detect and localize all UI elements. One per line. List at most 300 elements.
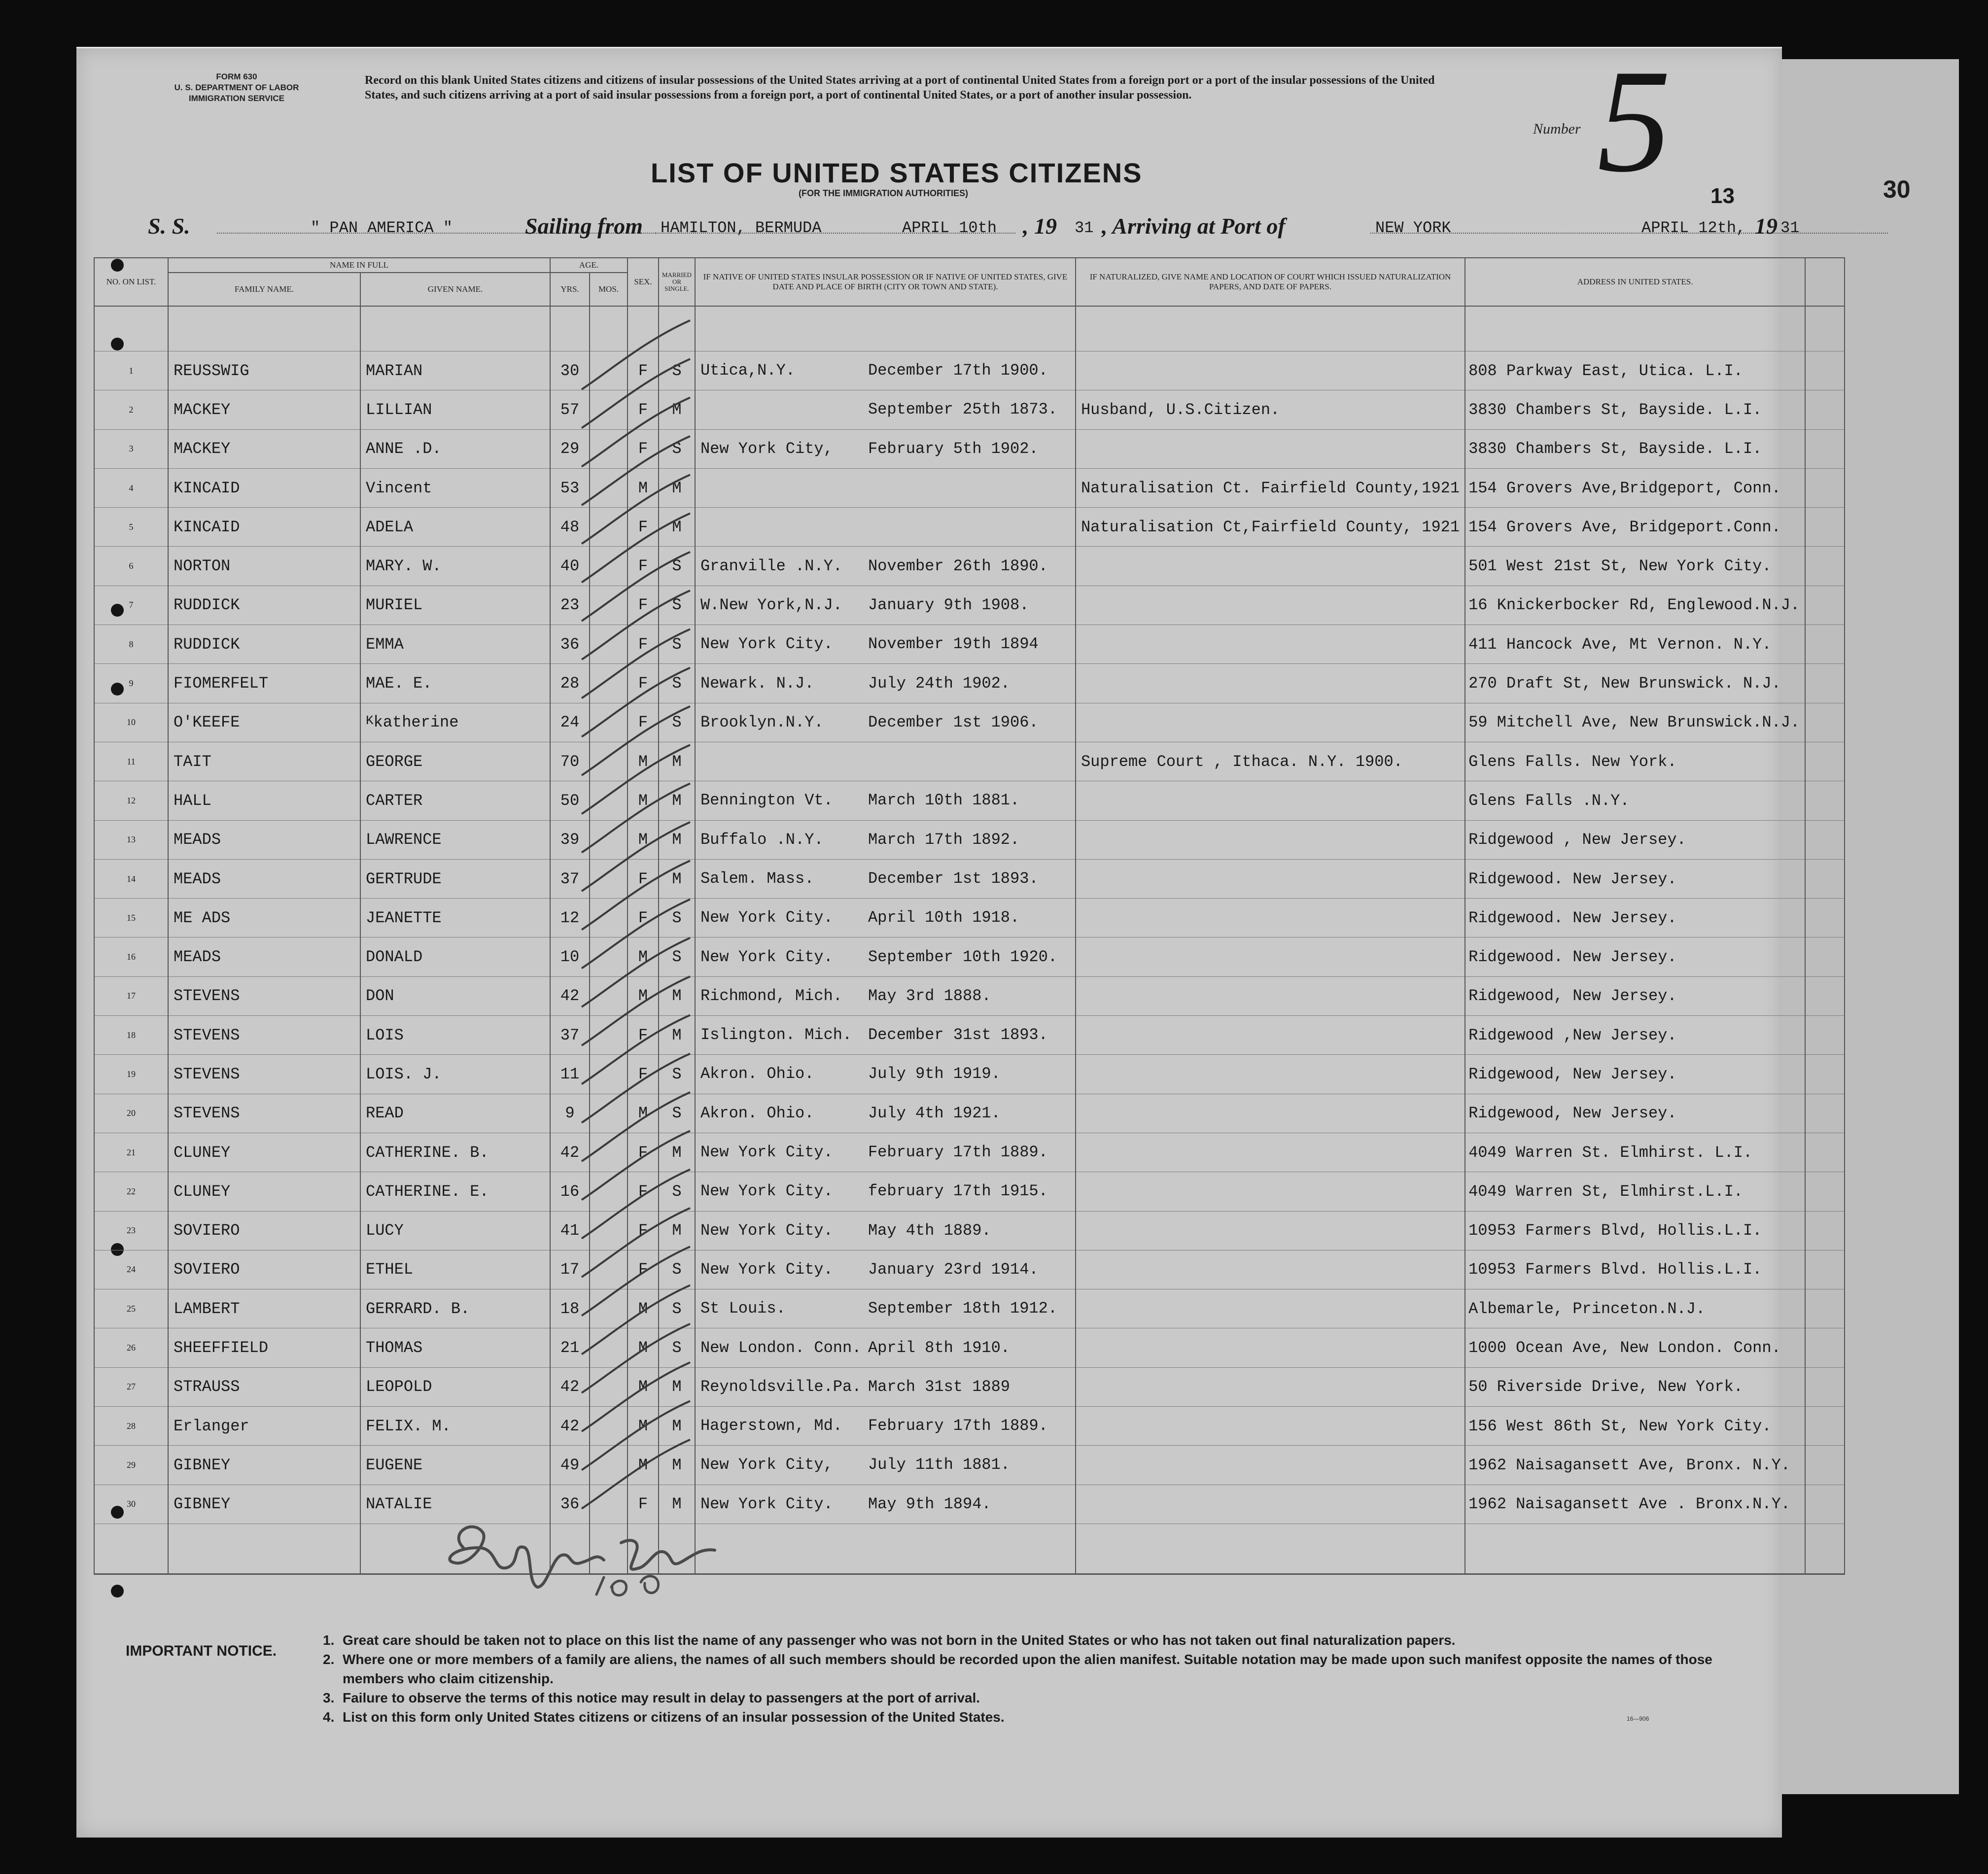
tally-mark [582, 1092, 690, 1161]
age-years: 23 [550, 586, 590, 625]
sex: M [628, 781, 659, 820]
blank-cell [1805, 1172, 1845, 1211]
table-row [94, 899, 1845, 937]
family-name: STEVENS [168, 1016, 360, 1055]
birth-place: Akron. Ohio. [700, 1104, 814, 1122]
given-name [360, 429, 550, 468]
marital-status: M [659, 781, 695, 820]
birth-place: Granville .N.Y. [700, 556, 842, 575]
birth-info-wrap [700, 1026, 1070, 1044]
table-row [94, 508, 1845, 547]
age-years: 57 [550, 390, 590, 429]
page-subtitle: (FOR THE IMMIGRATION AUTHORITIES) [799, 188, 968, 198]
table-row [94, 937, 1845, 976]
birth-place: Reynoldsville.Pa. [700, 1377, 862, 1396]
given-name [360, 390, 550, 429]
birth-date: July 9th 1919. [868, 1065, 1001, 1083]
sex: M [628, 1446, 659, 1485]
birth-place: St Louis. [700, 1299, 786, 1318]
column-header-yrs: YRS. [550, 273, 590, 306]
birth-info [695, 1172, 1076, 1211]
list-number: 22 [94, 1172, 168, 1211]
birth-info-wrap [700, 1221, 1070, 1240]
list-number: 8 [94, 625, 168, 664]
birth-info-wrap [700, 479, 1070, 497]
given-name [360, 1055, 550, 1094]
tally-mark [582, 1208, 690, 1277]
family-name: MACKEY [168, 429, 360, 468]
table-row [94, 468, 1845, 507]
us-address: 1000 Ocean Ave, New London. Conn. [1465, 1328, 1805, 1367]
underlying-sheet-number: 30 [1883, 175, 1911, 203]
given-name-text: NATALIE [366, 1495, 432, 1514]
given-name [360, 859, 550, 898]
birth-place: Brooklyn.N.Y. [700, 713, 824, 731]
given-name-text: ANNE .D. [366, 440, 442, 458]
table-row [94, 1016, 1845, 1055]
birth-info-wrap [700, 361, 1070, 380]
naturalization-info [1076, 1485, 1465, 1524]
age-years: 42 [550, 1407, 590, 1446]
age-years: 37 [550, 859, 590, 898]
tally-mark [582, 359, 690, 428]
list-number: 20 [94, 1094, 168, 1133]
given-name-text: GERTRUDE [366, 869, 442, 888]
department-name: U. S. DEPARTMENT OF LABOR [174, 83, 299, 92]
birth-place: New London. Conn. [700, 1338, 862, 1357]
given-name [360, 508, 550, 547]
birth-info [695, 1289, 1076, 1328]
marital-status: S [659, 937, 695, 976]
list-number: 15 [94, 899, 168, 937]
arriving-label: , Arriving at Port of [1102, 213, 1286, 239]
table-row [94, 1172, 1845, 1211]
age-years: 70 [550, 742, 590, 781]
passenger-table [94, 257, 1845, 1575]
naturalization-info [1076, 1407, 1465, 1446]
given-name [360, 781, 550, 820]
blank-cell [1805, 976, 1845, 1015]
naturalization-info [1076, 1367, 1465, 1406]
tally-mark [582, 822, 690, 891]
birth-place: New York City. [700, 947, 833, 966]
birth-info-wrap [700, 713, 1070, 732]
list-number: 27 [94, 1367, 168, 1406]
sex: F [628, 351, 659, 390]
important-notice-label: IMPORTANT NOTICE. [126, 1643, 277, 1659]
given-name [360, 547, 550, 586]
given-name-text: CATHERINE. B. [366, 1143, 489, 1162]
age-years: 53 [550, 468, 590, 507]
birth-info [695, 899, 1076, 937]
given-name [360, 1407, 550, 1446]
birth-info [695, 1446, 1076, 1485]
table-row [94, 429, 1845, 468]
list-number: 25 [94, 1289, 168, 1328]
birth-date: January 23rd 1914. [868, 1260, 1039, 1279]
form-code: 16—906 [1627, 1715, 1649, 1722]
family-name: STEVENS [168, 1094, 360, 1133]
tally-mark [582, 514, 690, 583]
tally-mark [582, 1170, 690, 1239]
blank-cell [1805, 781, 1845, 820]
given-name [360, 1328, 550, 1367]
us-address: Glens Falls .N.Y. [1465, 781, 1805, 820]
birth-info-wrap [700, 518, 1070, 536]
blank-cell [1805, 547, 1845, 586]
table-row [94, 351, 1845, 390]
family-name: SOVIERO [168, 1250, 360, 1289]
family-name: STEVENS [168, 1055, 360, 1094]
given-name [360, 351, 550, 390]
birth-info-wrap [700, 831, 1070, 849]
sex: M [628, 1289, 659, 1328]
naturalization-info [1076, 1016, 1465, 1055]
sex: F [628, 859, 659, 898]
blank-cell [1805, 390, 1845, 429]
arrival-date: APRIL 12th, [1641, 219, 1746, 237]
table-row [94, 1289, 1845, 1328]
list-number-label: Number [1533, 121, 1581, 137]
birth-date: February 17th 1889. [868, 1417, 1048, 1435]
list-number: 4 [94, 468, 168, 507]
given-name [360, 742, 550, 781]
birth-info-wrap [700, 791, 1070, 810]
given-name-text: MARY. W. [366, 557, 442, 576]
birth-date: May 4th 1889. [868, 1221, 991, 1240]
sex: F [628, 429, 659, 468]
us-address: 156 West 86th St, New York City. [1465, 1407, 1805, 1446]
us-address: 10953 Farmers Blvd. Hollis.L.I. [1465, 1250, 1805, 1289]
table-row [94, 625, 1845, 664]
blank-cell [1805, 859, 1845, 898]
list-number: 3 [94, 429, 168, 468]
table-blank-row [94, 1524, 1845, 1574]
family-name: LAMBERT [168, 1289, 360, 1328]
sex: F [628, 1250, 659, 1289]
birth-info [695, 1055, 1076, 1094]
column-header-address: ADDRESS IN UNITED STATES. [1465, 258, 1805, 306]
birth-info [695, 351, 1076, 390]
given-name-text: MARIAN [366, 361, 423, 380]
naturalization-info [1076, 1094, 1465, 1133]
birth-info [695, 1367, 1076, 1406]
age-years: 18 [550, 1289, 590, 1328]
us-address: 50 Riverside Drive, New York. [1465, 1367, 1805, 1406]
given-name-text: LEOPOLD [366, 1378, 432, 1396]
birth-info [695, 664, 1076, 703]
sailing-year-prefix: , 19 [1023, 213, 1057, 239]
tally-mark [582, 861, 690, 930]
given-name [360, 1289, 550, 1328]
table-row [94, 1367, 1845, 1406]
tally-mark [582, 1285, 690, 1354]
age-years: 11 [550, 1055, 590, 1094]
form-instructions: Record on this blank United States citizens and citizens of insular possessions of the United States arriving at a port of continental United States from a foreign port or a port of the insular possessions of the United States, and such citizens arriving at a port of said insular possessions from a foreign port, a port of continental United States, or a port of another insular possession. [365, 74, 1435, 102]
given-name-text: LOIS [366, 1026, 404, 1044]
us-address: 1962 Naisagansett Ave, Bronx. N.Y. [1465, 1446, 1805, 1485]
sex: M [628, 742, 659, 781]
inspector-signature [434, 1513, 754, 1602]
sailing-year: 31 [1075, 219, 1094, 237]
given-name-text: ETHEL [366, 1260, 414, 1279]
sex: F [628, 1055, 659, 1094]
birth-date: September 18th 1912. [868, 1299, 1058, 1318]
us-address: Ridgewood , New Jersey. [1465, 820, 1805, 859]
birth-info [695, 937, 1076, 976]
birth-place: New York City. [700, 1221, 833, 1240]
naturalization-info [1076, 1289, 1465, 1328]
age-years: 24 [550, 703, 590, 742]
naturalization-info: Naturalisation Ct. Fairfield County,1921 [1076, 468, 1465, 507]
age-years: 48 [550, 508, 590, 547]
birth-place: Hagerstown, Md. [700, 1417, 842, 1435]
birth-date: February 17th 1889. [868, 1143, 1048, 1162]
blank-cell [1805, 1407, 1845, 1446]
blank-cell [1805, 1446, 1845, 1485]
given-name [360, 899, 550, 937]
age-years: 12 [550, 899, 590, 937]
ss-label: S. S. [148, 213, 190, 239]
family-name: TAIT [168, 742, 360, 781]
naturalization-info [1076, 429, 1465, 468]
birth-date: April 8th 1910. [868, 1338, 1010, 1357]
naturalization-info [1076, 781, 1465, 820]
birth-info-wrap [700, 1065, 1070, 1083]
marital-status: M [659, 1407, 695, 1446]
column-header-birth: IF NATIVE OF UNITED STATES INSULAR POSSESSION OR IF NATIVE OF UNITED STATES, GIVE DATE AND PLACE OF BIRTH (CITY OR TOWN AND STATE). [695, 258, 1076, 306]
naturalization-info [1076, 1250, 1465, 1289]
column-header-naturalized: IF NATURALIZED, GIVE NAME AND LOCATION OF COURT WHICH ISSUED NATURALIZATION PAPERS, AND DATE OF PAPERS. [1076, 258, 1465, 306]
blank-cell [1805, 1094, 1845, 1133]
birth-place: Richmond, Mich. [700, 986, 842, 1005]
notice-item: 2. Where one or more members of a family are aliens, the names of all such members should be recorded upon the alien manifest. Suitable notation may be made upon such manifest opposite the names of those members who claim citizenship. [323, 1652, 1712, 1686]
birth-info-wrap [700, 674, 1070, 693]
given-name-text: ADELA [366, 518, 414, 536]
age-years: 42 [550, 1133, 590, 1172]
tally-marks [567, 311, 705, 1543]
birth-date: July 4th 1921. [868, 1104, 1001, 1122]
birth-info-wrap [700, 948, 1070, 967]
birth-info-wrap [700, 987, 1070, 1006]
list-number: 29 [94, 1446, 168, 1485]
sex: F [628, 390, 659, 429]
column-header-no: NO. ON LIST. [94, 258, 168, 306]
birth-info-wrap [700, 908, 1070, 927]
birth-info-wrap [700, 596, 1070, 615]
table-row [94, 547, 1845, 586]
birth-info [695, 625, 1076, 664]
us-address: 411 Hancock Ave, Mt Vernon. N.Y. [1465, 625, 1805, 664]
sex: F [628, 547, 659, 586]
list-number: 26 [94, 1328, 168, 1367]
marital-status: S [659, 703, 695, 742]
birth-date: December 31st 1893. [868, 1026, 1048, 1044]
given-name [360, 703, 550, 742]
age-years: 49 [550, 1446, 590, 1485]
birth-place: Newark. N.J. [700, 674, 814, 693]
birth-info [695, 1094, 1076, 1133]
marital-status: M [659, 1367, 695, 1406]
us-address: Ridgewood. New Jersey. [1465, 859, 1805, 898]
birth-place: W.New York,N.J. [700, 595, 842, 614]
column-header-age: AGE. [550, 258, 628, 273]
blank-cell [1805, 1055, 1845, 1094]
sex: M [628, 820, 659, 859]
naturalization-info [1076, 625, 1465, 664]
naturalization-info [1076, 820, 1465, 859]
tally-mark [582, 706, 690, 775]
list-number: 10 [94, 703, 168, 742]
table-row [94, 976, 1845, 1015]
given-name-text: MURIEL [366, 596, 423, 615]
table-spacer-row [94, 306, 1845, 351]
tally-mark [582, 938, 690, 1007]
tally-mark [582, 398, 690, 467]
marital-status: S [659, 429, 695, 468]
sex: M [628, 1407, 659, 1446]
age-years: 40 [550, 547, 590, 586]
birth-place: New York City, [700, 439, 833, 458]
table-row [94, 1055, 1845, 1094]
given-name-text: THOMAS [366, 1339, 423, 1357]
us-address: 154 Grovers Ave,Bridgeport, Conn. [1465, 468, 1805, 507]
table-row [94, 1407, 1845, 1446]
table-row [94, 820, 1845, 859]
sex: F [628, 1211, 659, 1250]
given-name-text: DONALD [366, 948, 423, 967]
notice-item: 4. List on this form only United States citizens or citizens of an insular possession of the United States. [323, 1709, 1005, 1725]
family-name: STEVENS [168, 976, 360, 1015]
page-number: 13 [1710, 184, 1735, 208]
birth-info-wrap [700, 1260, 1070, 1279]
blank-cell [1805, 899, 1845, 937]
tally-mark [582, 745, 690, 814]
naturalization-info [1076, 899, 1465, 937]
naturalization-info [1076, 859, 1465, 898]
naturalization-info [1076, 1172, 1465, 1211]
given-name-text: LAWRENCE [366, 831, 442, 849]
family-name: STRAUSS [168, 1367, 360, 1406]
birth-place: New York City. [700, 635, 833, 654]
sex: F [628, 1133, 659, 1172]
given-name [360, 820, 550, 859]
birth-info-wrap [700, 557, 1070, 576]
list-number: 30 [94, 1485, 168, 1524]
family-name: MEADS [168, 820, 360, 859]
family-name: O'KEEFE [168, 703, 360, 742]
table-row [94, 703, 1845, 742]
given-name [360, 586, 550, 625]
form-identifier [153, 71, 320, 104]
blank-cell [1805, 351, 1845, 390]
tally-mark [582, 475, 690, 544]
birth-info [695, 859, 1076, 898]
birth-info-wrap [700, 1299, 1070, 1318]
family-name: RUDDICK [168, 586, 360, 625]
page-title: LIST OF UNITED STATES CITIZENS [651, 157, 1143, 188]
blank-cell [1805, 1328, 1845, 1367]
birth-date: September 10th 1920. [868, 947, 1058, 966]
us-address: Albemarle, Princeton.N.J. [1465, 1289, 1805, 1328]
list-number: 5 [94, 508, 168, 547]
family-name: MACKEY [168, 390, 360, 429]
birth-date: January 9th 1908. [868, 595, 1029, 614]
birth-info [695, 976, 1076, 1015]
given-name-text: EMMA [366, 635, 404, 654]
given-name-prefix: K [366, 713, 374, 729]
arrival-port: NEW YORK [1375, 219, 1451, 237]
birth-info [695, 1250, 1076, 1289]
age-years: 16 [550, 1172, 590, 1211]
given-name [360, 976, 550, 1015]
age-years: 42 [550, 1367, 590, 1406]
table-row [94, 390, 1845, 429]
tally-mark [582, 436, 690, 505]
tally-mark [582, 1362, 690, 1431]
birth-place: New York City. [700, 1182, 833, 1201]
birth-info [695, 429, 1076, 468]
age-years: 42 [550, 976, 590, 1015]
marital-status: S [659, 1055, 695, 1094]
given-name [360, 1367, 550, 1406]
list-number: 11 [94, 742, 168, 781]
list-number: 23 [94, 1211, 168, 1250]
table-row [94, 781, 1845, 820]
list-number: 6 [94, 547, 168, 586]
us-address: Ridgewood, New Jersey. [1465, 976, 1805, 1015]
us-address: Ridgewood, New Jersey. [1465, 1094, 1805, 1133]
birth-date: July 11th 1881. [868, 1456, 1010, 1474]
family-name: GIBNEY [168, 1446, 360, 1485]
birth-date: December 17th 1900. [868, 361, 1048, 380]
naturalization-info [1076, 976, 1465, 1015]
list-number: 28 [94, 1407, 168, 1446]
birth-place: Islington. Mich. [700, 1026, 852, 1044]
given-name [360, 1250, 550, 1289]
birth-info-wrap [700, 1339, 1070, 1357]
list-number: 1 [94, 351, 168, 390]
marital-status: M [659, 742, 695, 781]
tally-mark [582, 668, 690, 737]
given-name-text: katherine [373, 713, 459, 732]
us-address: 4049 Warren St, Elmhirst.L.I. [1465, 1172, 1805, 1211]
given-name-text: MAE. E. [366, 674, 432, 693]
blank-cell [1805, 1016, 1845, 1055]
list-number: 17 [94, 976, 168, 1015]
birth-info-wrap [700, 440, 1070, 458]
naturalization-info: Husband, U.S.Citizen. [1076, 390, 1465, 429]
naturalization-info: Supreme Court , Ithaca. N.Y. 1900. [1076, 742, 1465, 781]
marital-status: S [659, 664, 695, 703]
table-row [94, 1446, 1845, 1485]
family-name: HALL [168, 781, 360, 820]
service-name: IMMIGRATION SERVICE [189, 94, 284, 103]
given-name [360, 1211, 550, 1250]
given-name-text: FELIX. M. [366, 1417, 451, 1435]
birth-place: Buffalo .N.Y. [700, 830, 824, 849]
naturalization-info [1076, 586, 1465, 625]
blank-cell [1805, 820, 1845, 859]
marital-status: M [659, 976, 695, 1015]
list-number: 19 [94, 1055, 168, 1094]
family-name: GIBNEY [168, 1485, 360, 1524]
birth-info [695, 468, 1076, 507]
age-years: 10 [550, 937, 590, 976]
list-number: 18 [94, 1016, 168, 1055]
sex: F [628, 1172, 659, 1211]
voyage-line [148, 213, 1800, 243]
